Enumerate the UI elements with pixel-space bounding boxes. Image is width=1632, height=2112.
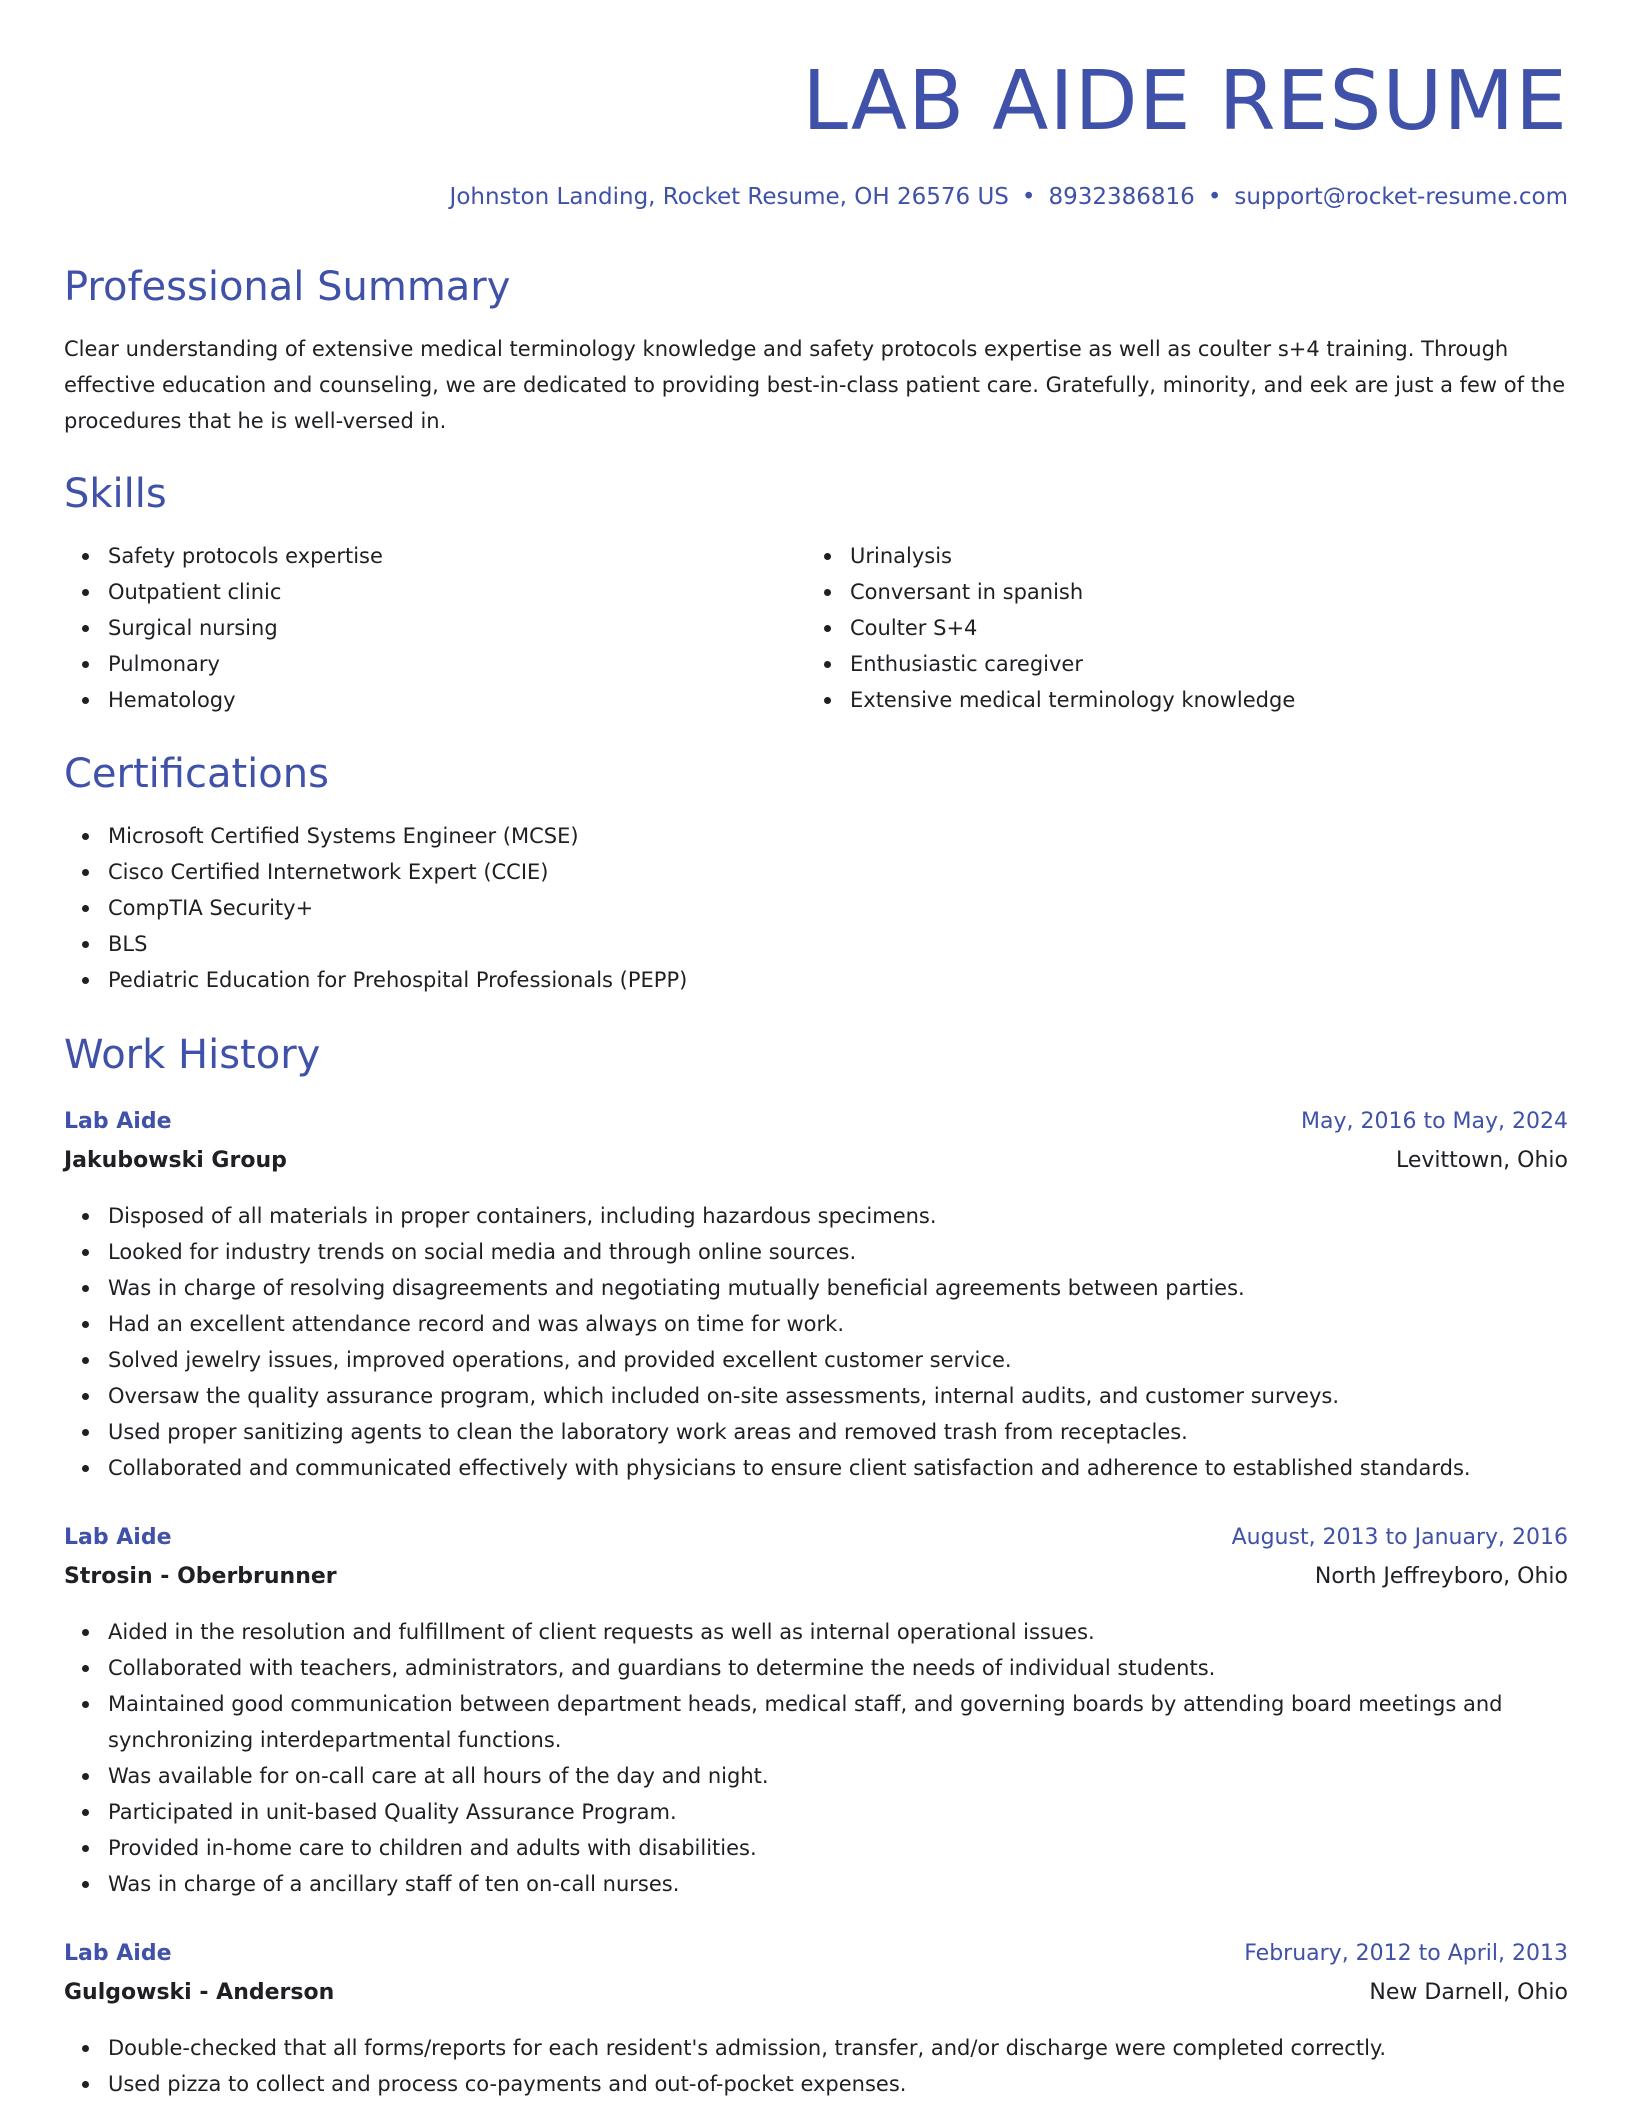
contact-separator: • (1021, 184, 1036, 210)
skill-item: Safety protocols expertise (108, 538, 383, 574)
certifications-heading: Certifications (64, 751, 329, 797)
skill-item: Pulmonary (108, 646, 383, 682)
contact-address: Johnston Landing, Rocket Resume, OH 26576 US (449, 184, 1009, 210)
summary-heading: Professional Summary (64, 264, 511, 310)
skills-list-right (806, 538, 1295, 718)
job-title: Lab Aide (64, 1525, 172, 1550)
certifications-list (64, 818, 687, 998)
job-company: Strosin - Oberbrunner (64, 1564, 337, 1589)
job-duties-list (64, 2030, 1386, 2102)
job-location: New Darnell, Ohio (1369, 1980, 1568, 2005)
job-title: Lab Aide (64, 1941, 172, 1966)
contact-phone: 8932386816 (1048, 184, 1195, 210)
job-duty: Used proper sanitizing agents to clean the laboratory work areas and removed trash from receptacles. (108, 1414, 1471, 1450)
contact-email: support@rocket-resume.com (1234, 184, 1568, 210)
skill-item: Conversant in spanish (850, 574, 1295, 610)
skill-item: Coulter S+4 (850, 610, 1295, 646)
job-duty: Solved jewelry issues, improved operations, and provided excellent customer service. (108, 1342, 1471, 1378)
job-duty: Oversaw the quality assurance program, which included on-site assessments, internal audits, and customer surveys. (108, 1378, 1471, 1414)
job-duty: Disposed of all materials in proper containers, including hazardous specimens. (108, 1198, 1471, 1234)
job-duties-list (64, 1198, 1471, 1486)
skill-item: Surgical nursing (108, 610, 383, 646)
summary-text: Clear understanding of extensive medical terminology knowledge and safety protocols expertise as well as coulter s+4 training. Through effective education and counseling, we are dedicated to providing best-in-class patient care. Gratefully, minority, and eek are just a few of the procedures that he is well-versed in. (64, 337, 1566, 433)
job-duty: Double-checked that all forms/reports for each resident's admission, transfer, and/or discharge were completed correctly. (108, 2030, 1386, 2066)
job-duty: Collaborated with teachers, administrators, and guardians to determine the needs of individual students. (108, 1650, 1568, 1686)
resume-title: LAB AIDE RESUME (802, 54, 1568, 149)
job-duty: Had an excellent attendance record and was always on time for work. (108, 1306, 1471, 1342)
job-duty: Looked for industry trends on social media and through online sources. (108, 1234, 1471, 1270)
contact-separator: • (1207, 184, 1222, 210)
job-location: North Jeffreyboro, Ohio (1314, 1564, 1568, 1589)
certification-item: CompTIA Security+ (108, 890, 687, 926)
contact-line (450, 182, 1568, 212)
job-duty: Participated in unit-based Quality Assurance Program. (108, 1794, 1568, 1830)
skill-item: Outpatient clinic (108, 574, 383, 610)
job-duty: Used pizza to collect and process co-payments and out-of-pocket expenses. (108, 2066, 1386, 2102)
job-duty: Was in charge of a ancillary staff of ten on-call nurses. (108, 1866, 1568, 1902)
skills-heading: Skills (64, 471, 167, 517)
skill-item: Urinalysis (850, 538, 1295, 574)
certification-item: Cisco Certified Internetwork Expert (CCIE) (108, 854, 687, 890)
job-duty: Maintained good communication between department heads, medical staff, and governing boards by attending board meetings and synchronizing interdepartmental functions. (108, 1686, 1568, 1758)
certification-item: Microsoft Certified Systems Engineer (MCSE) (108, 818, 687, 854)
job-duties-list (64, 1614, 1568, 1902)
skills-list-left (64, 538, 383, 718)
certification-item: Pediatric Education for Prehospital Professionals (PEPP) (108, 962, 687, 998)
job-duty: Aided in the resolution and fulfillment of client requests as well as internal operational issues. (108, 1614, 1568, 1650)
job-duty: Provided in-home care to children and adults with disabilities. (108, 1830, 1568, 1866)
job-company: Gulgowski - Anderson (64, 1980, 335, 2005)
skill-item: Hematology (108, 682, 383, 718)
job-dates: May, 2016 to May, 2024 (1301, 1109, 1568, 1134)
job-duty: Was available for on-call care at all hours of the day and night. (108, 1758, 1568, 1794)
job-title: Lab Aide (64, 1109, 172, 1134)
job-location: Levittown, Ohio (1395, 1148, 1568, 1173)
work-history-heading: Work History (64, 1032, 321, 1078)
skill-item: Extensive medical terminology knowledge (850, 682, 1295, 718)
certification-item: BLS (108, 926, 687, 962)
job-dates: August, 2013 to January, 2016 (1231, 1525, 1568, 1550)
job-duty: Collaborated and communicated effectively with physicians to ensure client satisfaction and adherence to established standards. (108, 1450, 1471, 1486)
job-duty: Was in charge of resolving disagreements and negotiating mutually beneficial agreements between parties. (108, 1270, 1471, 1306)
job-dates: February, 2012 to April, 2013 (1244, 1941, 1568, 1966)
skill-item: Enthusiastic caregiver (850, 646, 1295, 682)
job-company: Jakubowski Group (64, 1148, 287, 1173)
